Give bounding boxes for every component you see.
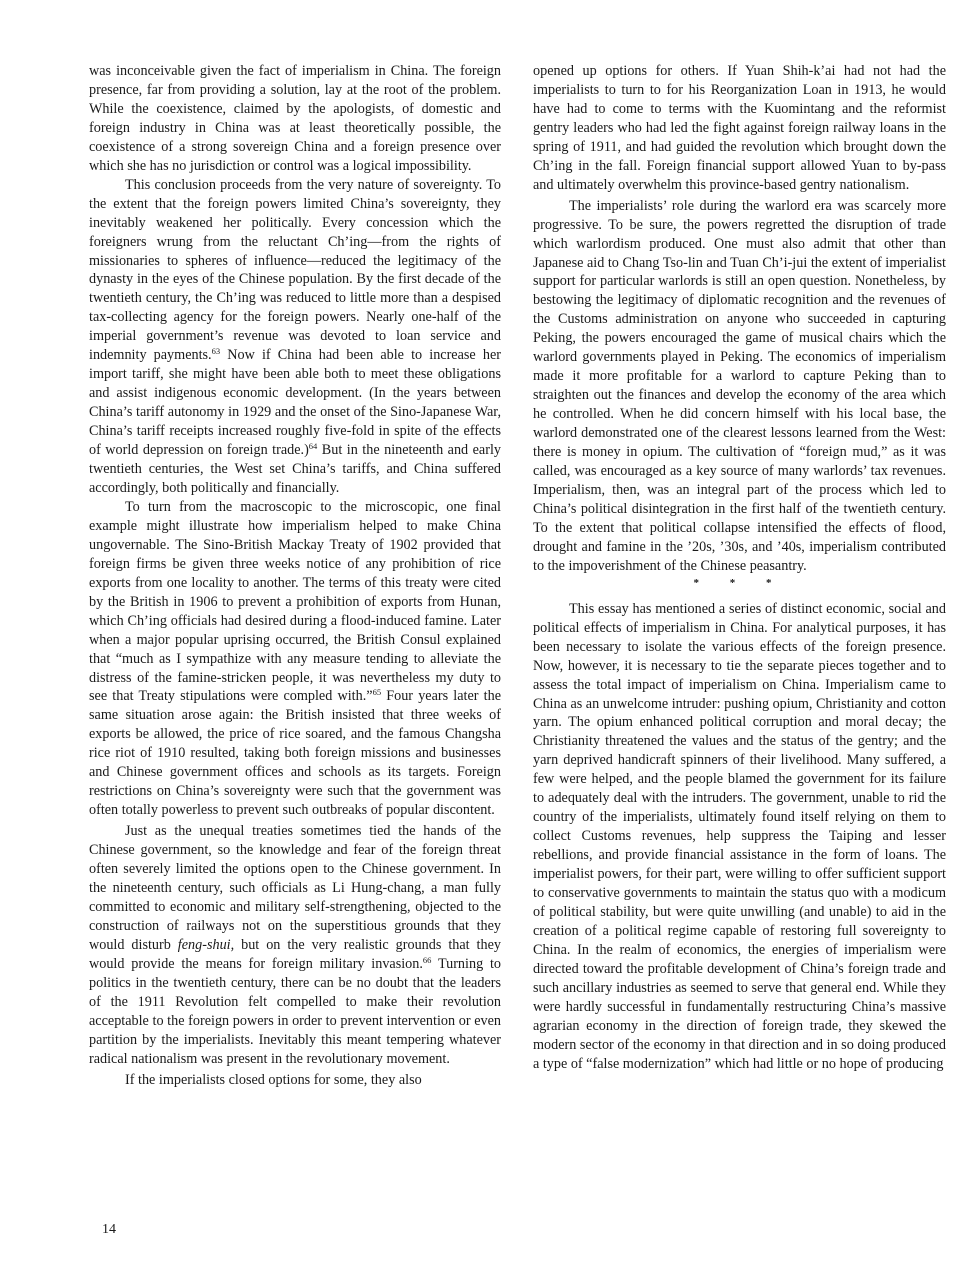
footnote-ref: 64 <box>308 441 318 452</box>
paragraph-r2 <box>533 197 946 576</box>
paragraph-l5 <box>89 1071 501 1090</box>
text-run: Just as the unequal treaties sometimes tied the hands of the Chinese government, so the knowledge and fear of the foreign threat often severely limited the options open to the Chinese government. In the nineteenth century, such officials as Li Hung-chang, a man fully committed to economic and military self-strengthening, objected to the construction of railways not on the superstitious grounds that they would disturb <box>89 823 501 953</box>
text-run: This conclusion proceeds from the very nature of sovereignty. To the extent that the foreign powers limited China’s sovereignty, they inevitably weakened her politically. Every concession which the foreigners wrung from the reluctant Ch’ing—from the rights of missionaries to spheres of influence—reduced the legitimacy of the dynasty in the eyes of the Chinese population. By the first decade of the twentieth century, the Ch’ing was reduced to little more than a despised tax-collecting agency for the foreign powers. Nearly one-half of the imperial government’s revenue was devoted to loan service and indemnity payments. <box>89 176 501 364</box>
text-run: Four years later the same situation arose again: the British insisted that three weeks of exports be allowed, the price of rice soared, and the famous Changsha rice riot of 1910 resulted, taking both foreign missions and businesses and Chinese government offices and schools as its targets. Foreign restrictions on China’s sovereignty were such that the government was often totally powerless to prevent such outbreaks of popular discontent. <box>89 688 501 819</box>
paragraph-r1 <box>533 62 946 195</box>
text-run: was inconceivable given the fact of imperialism in China. The foreign presence, far from providing a solution, lay at the root of the problem. While the coexistence, claimed by the apologists, of domestic and foreign industry in China was at least theoretically possible, the coexistence of a strong sovereign China and a foreign presence over which she has no jurisdiction or control was a logical impossibility. <box>89 63 501 174</box>
footnote-ref: 66 <box>422 954 432 965</box>
paragraph-l1 <box>89 62 501 176</box>
text-run: To turn from the macroscopic to the microscopic, one final example might illustrate how imperialism helped to make China ungovernable. The Sino-British Mackay Treaty of 1902 provided that foreign firms be given three weeks notice of any prohibition of rice exports from one locality to another. The terms of this treaty were cited by the British in 1906 to prevent a prohibition of exports from Hunan, which Ch’ing officials had desired during a flood-induced famine. Later when a major popular uprising occurred, the British Consul explained that “much as I sympathize with any measure tending to alleviate the distress of the famine-stricken people, it was nevertheless my duty to see that Treaty stipulations were compled with.” <box>89 498 501 705</box>
left-column <box>89 62 501 1089</box>
text-run: opened up options for others. If Yuan Shih-k’ai had not had the imperialists to turn to for his Reorganization Loan in 1913, he would have had to come to terms with the Kuomintang and the reformist gentry leaders who had led the fight against foreign railway loans in the spring of 1911, and had guided the revolution which brought down the Ch’ing in the fall. Foreign financial support allowed Yuan to by-pass and ultimately overwhelm this province-based gentry nationalism. <box>533 63 946 193</box>
text-run: This essay has mentioned a series of distinct economic, social and political effects of imperialism in China. For analytical purposes, it has been necessary to isolate the various effects of the foreign presence. Now, however, it is necessary to tie the separate pieces together and to assess the total impact of imperialism on China. Imperialism came to China as an unwelcome intruder: pushing opium, Christianity and cotton yarn. The opium enhanced political corruption and moral decay; the Christianity threatened the values and the status of the gentry; and the yarn deprived handicraft spinners of their livelihood. Many suffered, a few were helped, and the people blamed the government for its failure to adequately deal with the intruders. The government, unable to rid the country of the imperialists, ultimately found itself relying on them to collect Customs revenues, help suppress the Taiping and lesser rebellions, and provide financial assistance in the form of loans. The imperialist powers, for their part, were willing to offer sufficient support to conservative governments to maintain the status quo with a modicum of political stability, but were quite unwilling (and unable) to aid in the creation of a political regime capable of restoring full sovereignty to China. In the realm of economics, the energies of imperialism were directed toward the profitable development of China’s foreign trade and such ancillary industries as seemed to serve that general end. While they were hardly successful in fundamentally restructuring China’s massive agrarian economy in the direction of foreign trade, they skewed the modern sector of the economy in that direction and in so doing produced a type of “false modernization” which had little or no hope of producing <box>533 600 946 1072</box>
paragraph-l4 <box>89 822 501 1068</box>
paragraph-r3 <box>533 600 946 1074</box>
text-run: The imperialists’ role during the warlord era was scarcely more progressive. To be sure, the powers regretted the disruption of trade which warlordism produced. One must also admit that other than Japanese aid to Chang Tso-lin and Tuan Ch’i-jui the extent of imperialist support for particular warlords is still an open question. Nonetheless, by bestowing the legitimacy of diplomatic recognition and the revenues of the Customs administration on anyone who succeeded in capturing Peking, the powers encouraged the game of musical chairs which the warlord governments played in Peking. The economics of imperialism made it more profitable for a warlord to capture Peking than to straighten out the finances and develop the economy of the area which he controlled. When he did concern himself with his local base, the warlord demonstrated one of the clearest lessons learned from the West: there is money in opium. The cultivation of “foreign mud,” as it was called, was encouraged as a key source of many warlords’ tax revenues. Imperialism, then, was an integral part of the process which led to China’s political disintegration in the first half of the twentieth century. To the extent that political collapse intensified the effects of flood, drought and famine in the ’20s, ’30s, and ’40s, imperialism contributed to the impoverishment of the Chinese peasantry. <box>533 197 946 574</box>
text-run: If the imperialists closed options for some, they also <box>125 1071 422 1088</box>
text-run: but on the very realistic grounds that they would provide the means for foreign military invasion. <box>89 936 501 972</box>
paragraph-l2 <box>89 176 501 498</box>
paragraph-l3 <box>89 498 501 820</box>
text-run: Now if China had been able to increase her import tariff, she might have been able both to meet these obligations and assist indigenous economic development. (In the years between China’s tariff autonomy in 1929 and the onset of the Sino-Japanese War, China’s tariff receipts increased roughly five-fold in spite of the effects of world depression on foreign trade.) <box>89 347 501 459</box>
footnote-ref: 63 <box>211 346 221 357</box>
text-run: Turning to politics in the twentieth century, there can be no doubt that the leaders of the 1911 Revolution felt compelled to make their revolution acceptable to the foreign powers in order to prevent intervention or even partition by the imperialists. Inevitably this meant tempering whatever radical nationalism was present in the revolutionary movement. <box>89 955 501 1067</box>
text-run: But in the nineteenth and early twentieth centuries, the West set China’s tariffs, and China suffered accordingly, both politically and financially. <box>89 442 501 496</box>
right-column <box>533 62 946 1074</box>
page-number: 14 <box>102 1222 116 1237</box>
footnote-ref: 65 <box>372 687 382 698</box>
italic-term: feng-shui, <box>177 936 235 953</box>
section-break: * * * <box>693 576 786 589</box>
